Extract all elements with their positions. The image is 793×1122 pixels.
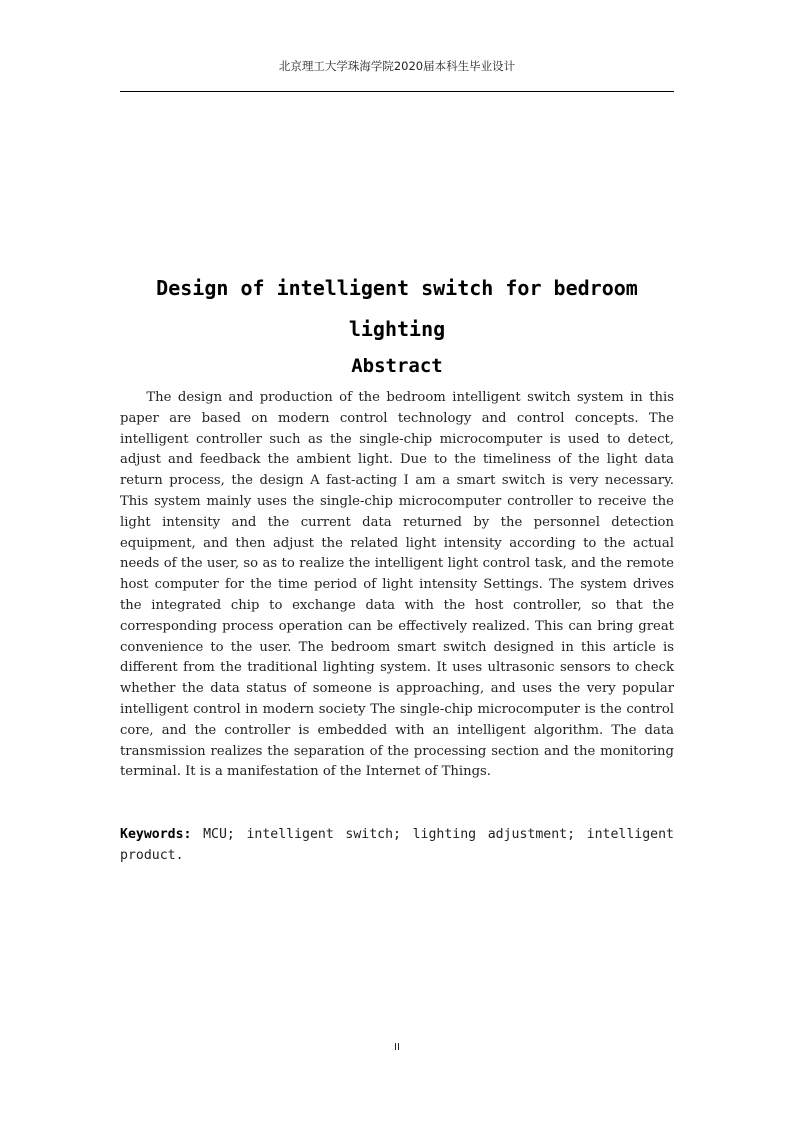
title-line-2: lighting [348,317,446,341]
keywords-paragraph [120,825,674,867]
abstract-heading: Abstract [351,355,443,377]
page-number: II [394,1042,400,1053]
title-line-1: Design of intelligent switch for bedroom [156,276,638,300]
keywords-text: MCU; intelligent switch; lighting adjustment; intelligent product. [120,827,674,863]
abstract-body: The design and production of the bedroom intelligent switch system in this paper are based on modern control technology and control concepts. The intelligent controller such as the single-chip microcomputer is used to detect, adjust and feedback the ambient light. Due to the timeliness of the light data return process, the design A fast-acting I am a smart switch is very necessary. This system mainly uses the single-chip microcomputer controller to receive the light intensity and the current data returned by the personnel detection equipment, and then adjust the related light intensity according to the actual needs of the user, so as to realize the intelligent light control task, and the remote host computer for the time period of light intensity Settings. The system drives the integrated chip to exchange data with the host controller, so that the corresponding process operation can be effectively realized. This can bring great convenience to the user. The bedroom smart switch designed in this article is different from the traditional lighting system. It uses ultrasonic sensors to check whether the data status of someone is approaching, and uses the very popular intelligent control in modern society The single-chip microcomputer is the control core, and the controller is embedded with an intelligent algorithm. The data transmission realizes the separation of the processing section and the monitoring terminal. It is a manifestation of the Internet of Things. [120,390,674,780]
header-divider [120,91,674,92]
running-header: 北京理工大学珠海学院2020届本科生毕业设计 [278,59,516,73]
thesis-title [120,268,674,350]
keywords-label: Keywords: [120,827,192,842]
